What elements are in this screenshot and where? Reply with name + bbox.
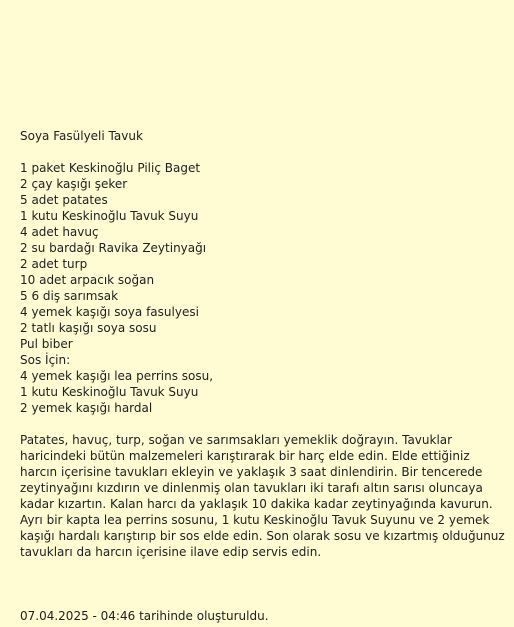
ingredient-item: 4 yemek kaşığı soya fasulyesi: [20, 305, 199, 319]
ingredient-item: 1 paket Keskinoğlu Piliç Baget: [20, 161, 201, 175]
ingredient-item: Pul biber: [20, 337, 73, 351]
ingredient-item: 1 kutu Keskinoğlu Tavuk Suyu: [20, 209, 199, 223]
ingredient-item: 2 çay kaşığı şeker: [20, 177, 128, 191]
recipe-instructions: Patates, havuç, turp, soğan ve sarımsakları yemeklik doğrayın. Tavuklar haricindeki bütün malzemeleri karıştırarak bir harç elde edin. Elde ettiğiniz harcın içerisine tavukları ekleyin ve yaklaşık 3 saat dinlendirin. Bir tencerede zeytinyağını kızdırın ve dinlenmiş olan tavukları iki tarafı altın sarısı oluncaya kadar kızartın. Kalan harcı da yaklaşık 10 dakika kadar zeytinyağında kavurun. Ayrı bir kapta lea perrins sosunu, 1 kutu Keskinoğlu Tavuk Suyunu ve 2 yemek kaşığı hardalı karıştırıp bir sos elde edin. Son olarak sosu ve kızartmış olduğunuz tavukları da harcın içerisine ilave edip servis edin.: [20, 433, 505, 559]
ingredient-item: 5 6 diş sarımsak: [20, 289, 119, 303]
recipe-title: Soya Fasülyeli Tavuk: [20, 129, 143, 143]
ingredient-item: 2 adet turp: [20, 257, 88, 271]
ingredient-item: 1 kutu Keskinoğlu Tavuk Suyu: [20, 385, 199, 399]
sauce-heading: Sos İçin:: [20, 353, 71, 367]
ingredient-item: 2 yemek kaşığı hardal: [20, 401, 153, 415]
ingredient-item: 2 su bardağı Ravika Zeytinyağı: [20, 241, 207, 255]
ingredient-item: 2 tatlı kaşığı soya sosu: [20, 321, 157, 335]
ingredient-item: 10 adet arpacık soğan: [20, 273, 155, 287]
ingredient-item: 4 adet havuç: [20, 225, 99, 239]
created-timestamp: 07.04.2025 - 04:46 tarihinde oluşturuldu.: [20, 609, 269, 623]
ingredient-list: [20, 160, 213, 416]
ingredient-item: 4 yemek kaşığı lea perrins sosu,: [20, 369, 214, 383]
ingredient-item: 5 adet patates: [20, 193, 108, 207]
